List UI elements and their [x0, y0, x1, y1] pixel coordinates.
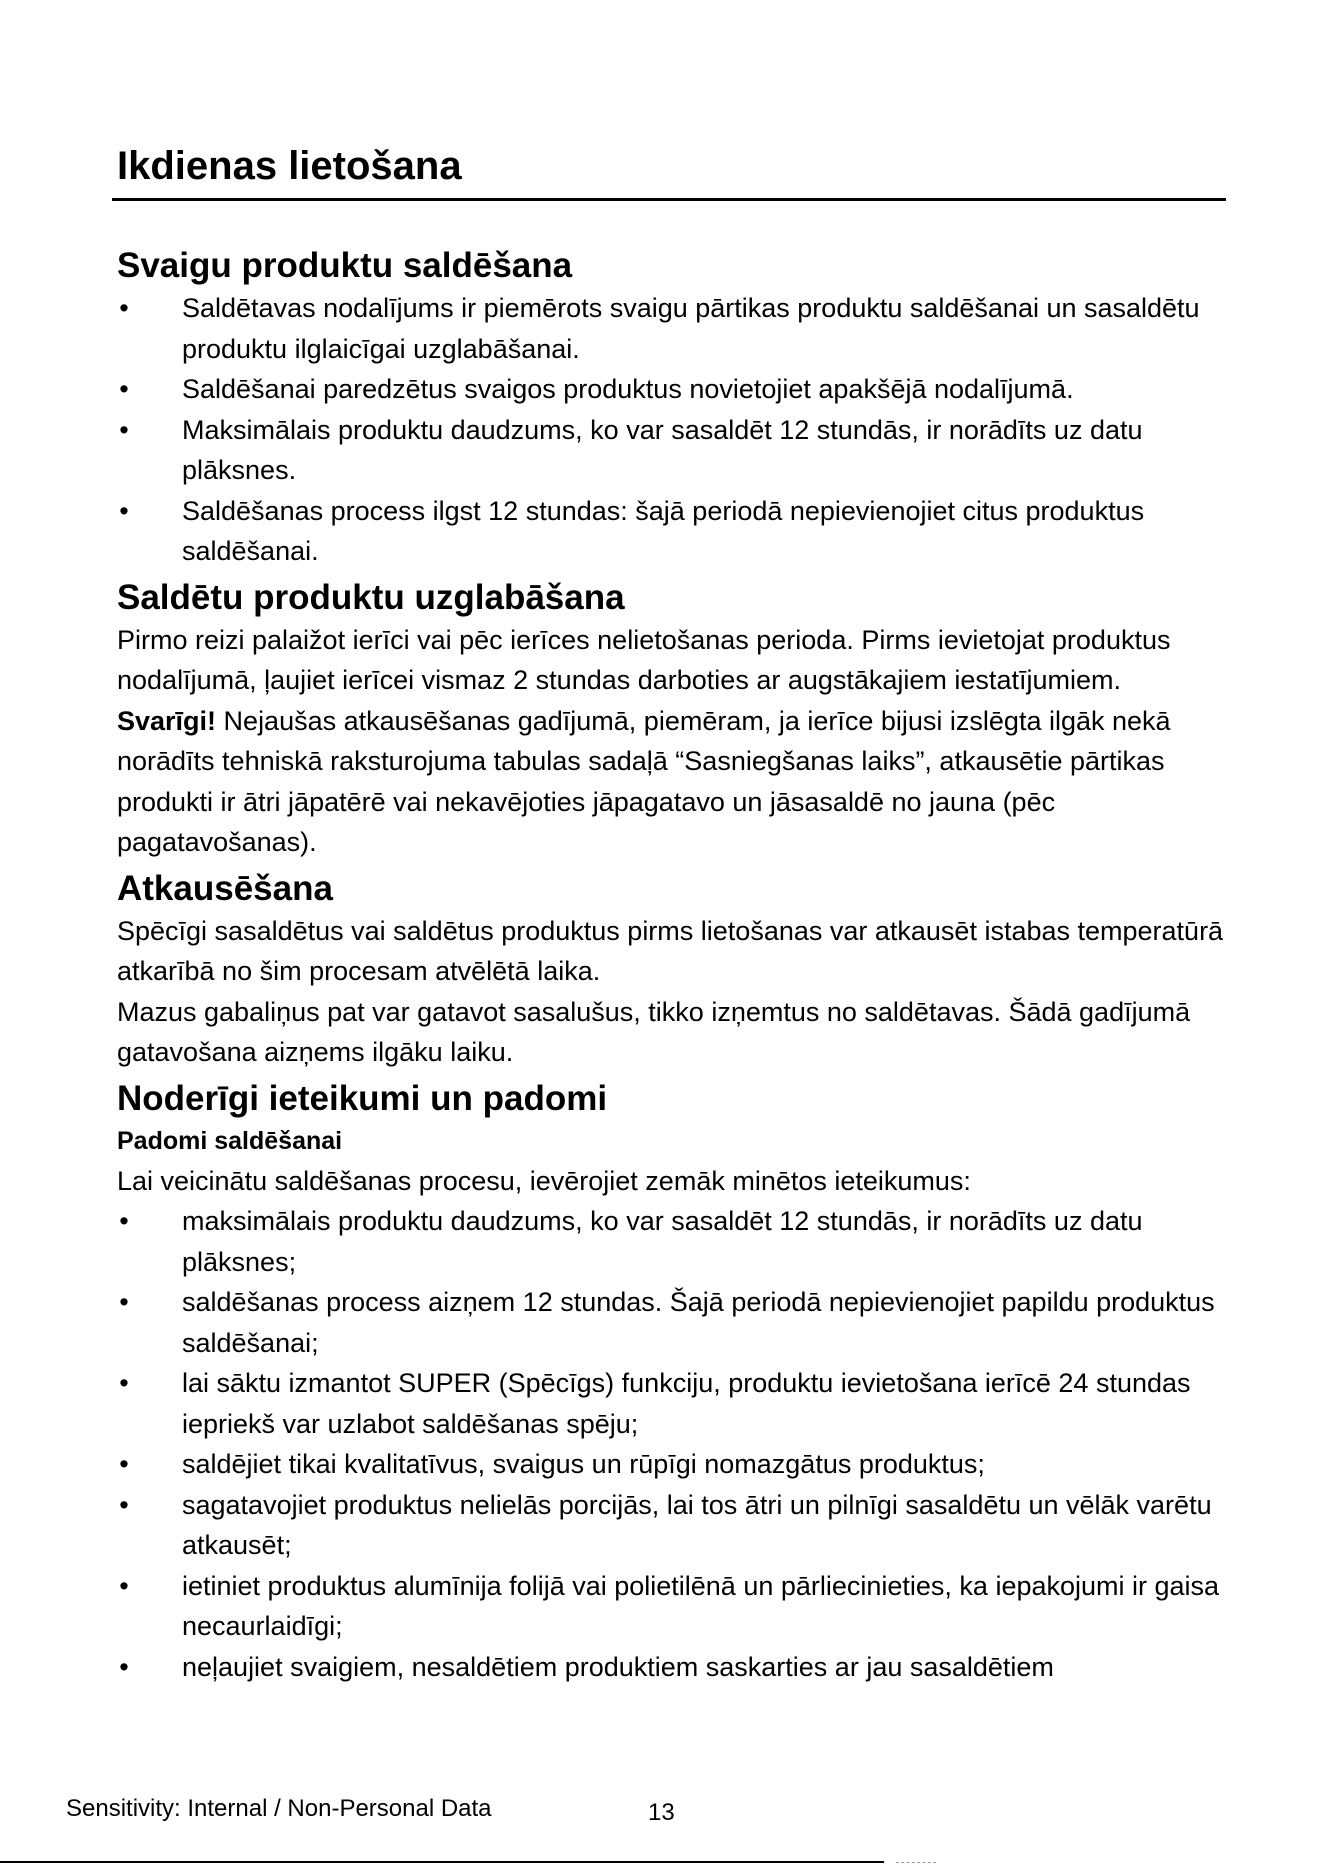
bullet-icon: •: [119, 1368, 129, 1398]
section-heading: Saldētu produktu uzglabāšana: [117, 577, 625, 617]
list-item: • Maksimālais produktu daudzums, ko var sasaldēt 12 stundās, ir norādīts uz datu plāksnes.: [117, 410, 1229, 491]
footer-sensitivity-label: Sensitivity: Internal / Non-Personal Data: [66, 1795, 492, 1822]
page-number: 13: [648, 1799, 675, 1826]
bullet-icon: •: [119, 1489, 129, 1520]
bullet-icon: •: [119, 1449, 129, 1479]
bullet-icon: •: [119, 374, 129, 404]
list-item: • saldēšanas process aizņem 12 stundas. Šajā periodā nepievienojiet papildu produktus saldēšanai;: [117, 1282, 1229, 1363]
subsection-heading: Padomi saldēšanai: [117, 1126, 343, 1155]
list-item: • sagatavojiet produktus nelielās porcijās, lai tos ātri un pilnīgi sasaldētu un vēlāk varētu atkausēt;: [117, 1485, 1229, 1566]
section-heading: Noderīgi ieteikumi un padomi: [117, 1078, 608, 1118]
section-tips: [117, 1077, 1229, 1688]
bullet-icon: •: [119, 1287, 129, 1317]
list-item: • Saldētavas nodalījums ir piemērots svaigu pārtikas produktu saldēšanai un sasaldētu produktu ilglaicīgai uzglabāšanai.: [117, 288, 1229, 369]
paragraph: Lai veicinātu saldēšanas procesu, ievērojiet zemāk minētos ieteikumus:: [117, 1165, 971, 1196]
paragraph: Mazus gabaliņus pat var gatavot sasalušus, tikko izņemtus no saldētavas. Šādā gadījumā gatavošana aizņems ilgāku laiku.: [117, 996, 1191, 1067]
section-heading: Svaigu produktu saldēšana: [117, 246, 573, 285]
important-label: Svarīgi!: [117, 705, 217, 736]
section-fresh-freezing: [117, 244, 1229, 572]
list-item: • saldējiet tikai kvalitatīvus, svaigus un rūpīgi nomazgātus produktus;: [117, 1444, 1229, 1485]
bullet-icon: •: [119, 1570, 129, 1601]
bullet-list: [117, 1201, 1229, 1687]
section-thawing: [117, 867, 1229, 1073]
list-item: • lai sāktu izmantot SUPER (Spēcīgs) funkciju, produktu ievietošana ierīcē 24 stundas iepriekš var uzlabot saldēšanas spēju;: [117, 1363, 1229, 1444]
list-item: • Saldēšanai paredzētus svaigos produktus novietojiet apakšējā nodalījumā.: [117, 369, 1229, 410]
bullet-icon: •: [119, 293, 129, 323]
bullet-icon: •: [119, 1651, 129, 1682]
footer-divider: [0, 1861, 884, 1863]
paragraph: Pirmo reizi palaižot ierīci vai pēc ierīces nelietošanas perioda. Pirms ievietojat produktus nodalījumā, ļaujiet ierīcei vismaz 2 stundas darboties ar augstākajiem iestatījumiem.: [117, 624, 1171, 695]
section-heading: Atkausēšana: [117, 868, 333, 908]
list-item: • ietiniet produktus alumīnija folijā vai polietilēnā un pārliecinieties, ka iepakojumi ir gaisa necaurlaidīgi;: [117, 1566, 1229, 1647]
bullet-icon: •: [119, 414, 129, 445]
page-title: Ikdienas lietošana: [117, 144, 462, 188]
bullet-icon: •: [119, 495, 129, 526]
important-paragraph: Svarīgi! Nejaušas atkausēšanas gadījumā, piemēram, ja ierīce bijusi izslēgta ilgāk nekā norādīts tehniskā raksturojuma tabulas sadaļā “Sasniegšanas laiks”, atkausētie pārtikas produkti ir ātri jāpatērē vai nekavējoties jāpagatavo un jāsasaldē no jauna (pēc pagatavošanas).: [117, 705, 1171, 857]
list-item: • neļaujiet svaigiem, nesaldētiem produktiem saskarties ar jau sasaldētiem: [117, 1647, 1229, 1688]
section-frozen-storage: [117, 576, 1229, 863]
paragraph: Spēcīgi sasaldētus vai saldētus produktus pirms lietošanas var atkausēt istabas temperatūrā atkarībā no šim procesam atvēlētā laika.: [117, 915, 1224, 986]
page-content: [117, 138, 1229, 1687]
list-item: • Saldēšanas process ilgst 12 stundas: šajā periodā nepievienojiet citus produktus saldēšanai.: [117, 491, 1229, 572]
list-item: • maksimālais produktu daudzums, ko var sasaldēt 12 stundās, ir norādīts uz datu plāksnes;: [117, 1201, 1229, 1282]
footer-divider-fragment: [896, 1862, 936, 1863]
bullet-list: [117, 288, 1229, 572]
bullet-icon: •: [119, 1206, 129, 1236]
